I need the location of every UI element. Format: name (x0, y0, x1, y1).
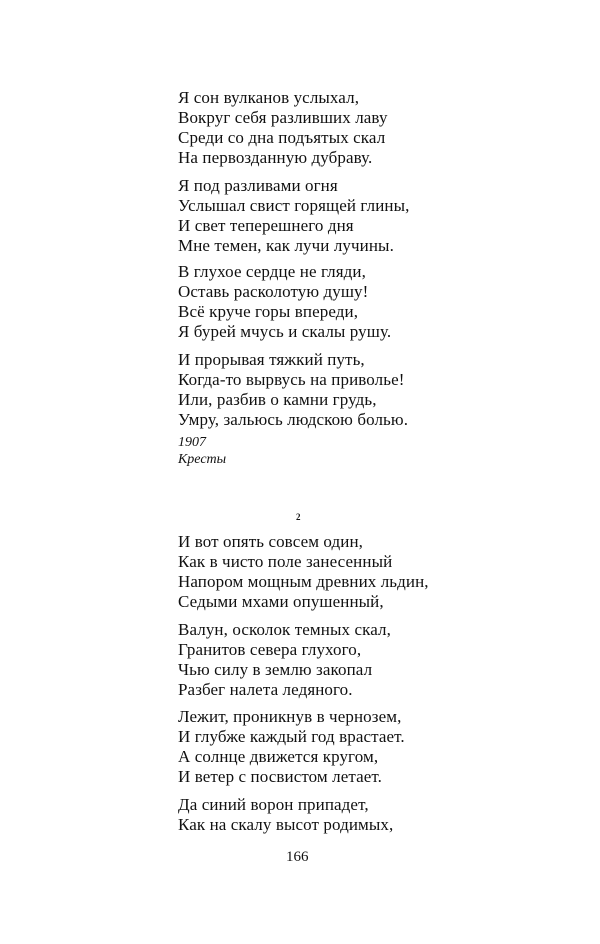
poem1-stanza-1 (178, 88, 388, 168)
verse-line: А солнце движется кругом, (178, 747, 379, 766)
verse-line: На первозданную дубраву. (178, 148, 373, 167)
poem1-year: 1907 (178, 435, 206, 450)
verse-line: И вот опять совсем один, (178, 532, 364, 551)
verse-line: Разбег налета ледяного. (178, 680, 353, 699)
poem1-place: Кресты (178, 452, 227, 467)
verse-line: Всё круче горы впереди, (178, 302, 359, 321)
poem1-stanza-4 (178, 350, 408, 430)
verse-line: Как на скалу высот родимых, (178, 815, 394, 834)
verse-line: И прорывая тяжкий путь, (178, 350, 365, 369)
poem1-stanza-2 (178, 176, 409, 256)
page-number: 166 (286, 849, 309, 865)
verse-line: И глубже каждый год врастает. (178, 727, 405, 746)
verse-line: Я бурей мчусь и скалы рушу. (178, 322, 392, 341)
verse-line: Валун, осколок темных скал, (178, 620, 391, 639)
verse-line: Лежит, проникнув в чернозем, (178, 707, 402, 726)
verse-line: Я под разливами огня (178, 176, 338, 195)
verse-line: Седыми мхами опушенный, (178, 592, 384, 611)
verse-line: Напором мощным древних льдин, (178, 572, 429, 591)
poem2-stanza-1 (178, 532, 429, 612)
poem2-stanza-4 (178, 795, 393, 835)
verse-line: Или, разбив о камни грудь, (178, 390, 377, 409)
verse-line: Чью силу в землю закопал (178, 660, 373, 679)
verse-line: И свет теперешнего дня (178, 216, 354, 235)
verse-line: Когда-то вырвусь на приволье! (178, 370, 405, 389)
verse-line: Я сон вулканов услыхал, (178, 88, 360, 107)
poem2-stanza-3 (178, 707, 405, 787)
verse-line: Среди со дна подъятых скал (178, 128, 386, 147)
verse-line: Оставь расколотую душу! (178, 282, 369, 301)
verse-line: В глухое сердце не гляди, (178, 262, 366, 281)
verse-line: И ветер с посвистом летает. (178, 767, 383, 786)
verse-line: Гранитов севера глухого, (178, 640, 362, 659)
poem1-stanza-3 (178, 262, 391, 342)
verse-line: Умру, зальюсь людскою болью. (178, 410, 409, 429)
verse-line: Да синий ворон припадет, (178, 795, 369, 814)
verse-line: Вокруг себя разливших лаву (178, 108, 388, 127)
poem2-stanza-2 (178, 620, 391, 700)
verse-line: Услышал свист горящей глины, (178, 196, 410, 215)
verse-line: Как в чисто поле занесенный (178, 552, 393, 571)
section-number: 2 (296, 512, 301, 522)
verse-line: Мне темен, как лучи лучины. (178, 236, 394, 255)
